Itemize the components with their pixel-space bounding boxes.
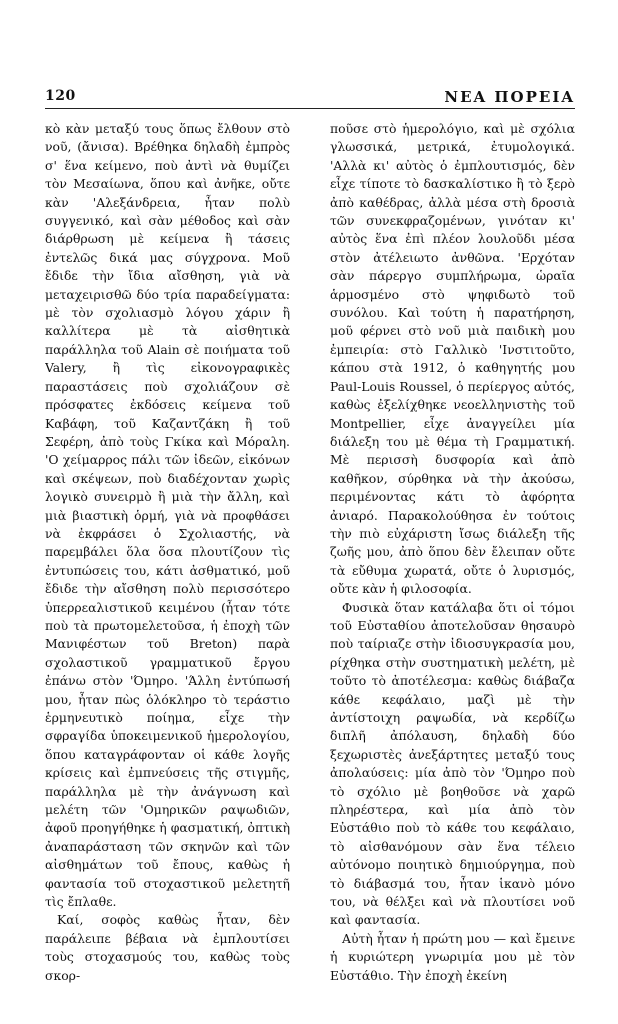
paragraph: Καί, σοφὸς καθὼς ἦταν, δὲν παράλειπε βέβαια νὰ ἐμπλουτίσει τοὺς στοχασμούς του, καθὼς τοὺς σκορ- — [45, 912, 290, 983]
paragraph: Αὐτὴ ἦταν ἡ πρώτη μου — καὶ ἔμεινε ἡ κυριώτερη γνωριμία μου μὲ τὸν Εὐστάθιο. Τὴν ἐποχὴ ἐκείνη — [330, 930, 575, 983]
left-column — [45, 120, 290, 1000]
paragraph: κὸ κὰν μεταξύ τους ὅπως ἔλθουν στὸ νοῦ, (ἄνισα). Βρέθηκα δηλαδὴ ἐμπρὸς σ' ἕνα κείμενο, ποὺ ἀντὶ νὰ θυμίζει τὸν Μεσαίωνα, ὅπου καὶ ἀνῆκε, οὔτε κὰν 'Αλεξάνδρεια, ἦταν πολὺ συγγενικό, καὶ σὰν μέθοδος καὶ σὰν διάρθρωση μὲ κείμενα ἢ τάσεις ἐντελῶς δικά μας σύγχρονα. Μοῦ ἔδιδε τὴν ἴδια αἴσθηση, γιὰ νὰ μεταχειρισθῶ δύο τρία παραδείγματα: μὲ τὸν σχολιασμὸ λόγου χάριν ἢ καλλίτερα μὲ τὰ αἰσθητικὰ παράλληλα τοῦ Alain σὲ ποιήματα τοῦ Valery, ἢ τὶς εἰκονογραφικὲς παραστάσεις ποὺ σχολιάζουν σὲ πρόσφατες ἐκδόσεις κείμενα τοῦ Καβάφη, τοῦ Καζαντζάκη ἢ τοῦ Σεφέρη, ἀπὸ τοὺς Γκίκα καὶ Μόραλη. 'Ο χείμαρρος πάλι τῶν ἰδεῶν, εἰκόνων καὶ σκέψεων, ποὺ διαδέχονταν χωρὶς λογικὸ συνειρμὸ ἢ μιὰ τὴν ἄλλη, καὶ μιὰ βιαστικὴ ὁρμή, γιὰ νὰ προφθάσει νὰ ἐκφράσει ὁ Σχολιαστής, νὰ παρεμβάλει ὅλα ὅσα πλουτίζουν τὶς ἐντυπώσεις του, κάτι ἀσθματικό, μοῦ ἔδιδε τὴν αἴσθηση πολὺ περισσότερο ὑπερρεαλιστικοῦ κειμένου (ἦταν τότε ποὺ τὰ πρωτομελετοῦσα, ἡ ἐποχὴ τῶν Μανιφέστων τοῦ Breton) παρὰ σχολαστικοῦ γραμματικοῦ ἔργου ἐπάνω στὸν 'Όμηρο. 'Άλλη ἐντύπωσή μου, ἦταν πὼς ὁλόκληρο τὸ τεράστιο ἑρμηνευτικὸ ποίημα, εἶχε τὴν σφραγίδα ὑποκειμενικοῦ ἡμερολογίου, ὅπου καταγράφονταν οἱ κάθε λογῆς κρίσεις καὶ ἐμπνεύσεις τῆς στιγμῆς, παράλληλα μὲ τὴν ἀνάγνωση καὶ μελέτη τῶν 'Ομηρικῶν ραψωδιῶν, ἀφοῦ προηγήθηκε ἡ φασματική, ὀπτικὴ ἀναπαράσταση τῶν σκηνῶν καὶ τῶν αἰσθημάτων τοῦ ἔπους, καθὼς ἡ φαντασία τοῦ στοχαστικοῦ μελετητῆ τὶς ἔπλαθε. — [45, 121, 290, 910]
paragraph: Φυσικὰ ὅταν κατάλαβα ὅτι οἱ τόμοι τοῦ Εὐσταθίου ἀποτελοῦσαν θησαυρὸ ποὺ ταίριαζε στὴν ἰδιοσυγκρασία μου, ρίχθηκα στὴν συστηματικὴ μελέτη, μὲ τοῦτο τὸ ἀποτέλεσμα: καθὼς διάβαζα κάθε κεφάλαιο, μαζὶ μὲ τὴν ἀντίστοιχη ραψωδία, νὰ κερδίζω διπλῆ ἀπόλαυση, δηλαδὴ δύο ξεχωριστὲς ἀνεξάρτητες μεταξύ τους ἀπολαύσεις: μία ἀπὸ τὸν 'Όμηρο ποὺ τὸ σχόλιο μὲ βοηθοῦσε νὰ χαρῶ πληρέστερα, καὶ μία ἀπὸ τὸν Εὐστάθιο ποὺ τὸ κάθε του κεφάλαιο, τὸ αἰσθανόμουν σὰν ἕνα τέλειο αὐτόνομο ποιητικὸ δημιούργημα, ποὺ τὸ διάβασμά του, ἦταν ἱκανὸ μόνο του, νὰ θέλξει καὶ νὰ πλουτίσει νοῦ καὶ φαντασία. — [330, 599, 575, 928]
right-column — [330, 120, 575, 1000]
paragraph: ποῦσε στὸ ἡμερολόγιο, καὶ μὲ σχόλια γλωσσικά, μετρικά, ἐτυμολογικά. 'Αλλὰ κι' αὐτὸς ὁ ἐμπλουτισμός, δὲν εἶχε τίποτε τὸ δασκαλίστικο ἢ τὸ ξερὸ ἀπὸ καθέδρας, ἀλλὰ μέσα στὴ δροσιὰ τῶν συνεκφραζομένων, γινόταν κι' αὐτὸς ἕνα ἐπὶ πλέον λουλοῦδι μέσα στὸν ἀτέλειωτο ἀνθῶνα. 'Ερχόταν σὰν πάρεργο συμπλήρωμα, ὡραῖα ἁρμοσμένο στὸ ψηφιδωτὸ τοῦ συνόλου. Καὶ τούτη ἡ παρατήρηση, μοῦ φέρνει στὸ νοῦ μιὰ παιδικὴ μου ἐμπειρία: στὸ Γαλλικὸ 'Ινστιτοῦτο, κάπου στὰ 1912, ὁ καθηγητής μου Paul-Louis Roussel, ὁ περίεργος αὐτός, καθὼς ἐξελίχθηκε νεοελληνιστὴς τοῦ Montpellier, εἶχε ἀναγγείλει μία διάλεξη του μὲ θέμα τὴ Γραμματική. Μὲ περισσὴ δυσφορία καὶ ἀπὸ καθῆκον, σύρθηκα νὰ τὴν ἀκούσω, περιμένοντας κάτι τὸ ἀφόρητα ἀνιαρό. Παρακολούθησα ἐν τούτοις τὴν πιὸ εὐχάριστη ἴσως διάλεξη τῆς ζωῆς μου, ἀπὸ ὅπου δὲν ἔλειπαν οὔτε τὰ εὔθυμα χωρατά, οὔτε ὁ λυρισμός, οὔτε κὰν ἡ φιλοσοφία. — [330, 121, 575, 597]
journal-title: ΝΕΑ ΠΟΡΕΙΑ — [444, 88, 575, 106]
page-number: 120 — [45, 88, 76, 104]
header-rule — [45, 108, 575, 109]
